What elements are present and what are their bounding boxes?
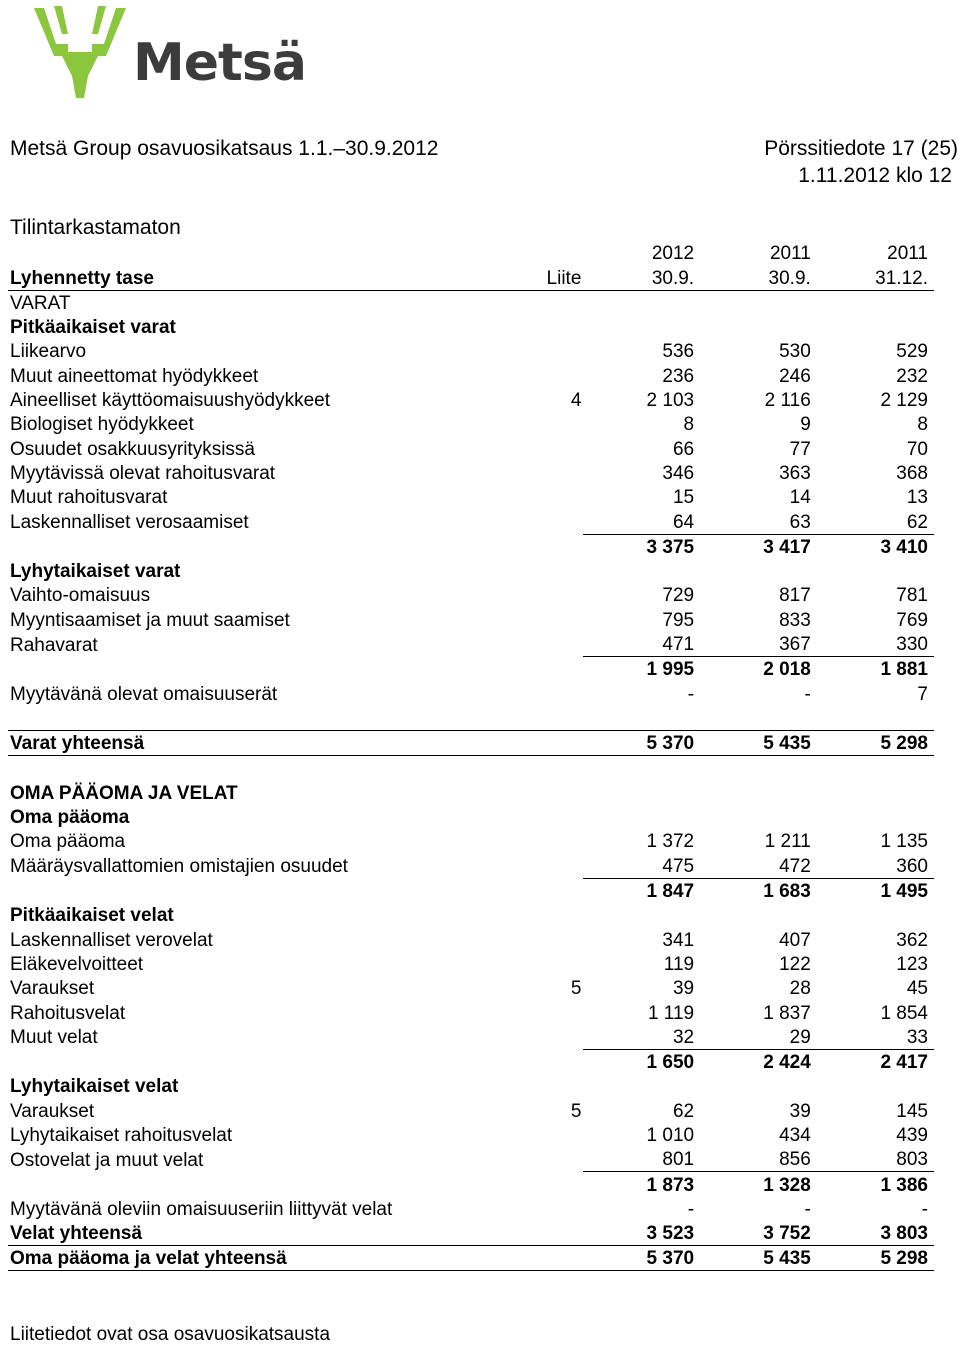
- subtotal-row: [8, 657, 934, 682]
- table-row: [8, 1000, 934, 1024]
- value-cell: 1 386: [817, 1172, 934, 1197]
- row-label: OMA PÄÄOMA JA VELAT: [10, 782, 238, 804]
- subheading-row: [8, 559, 934, 583]
- row-label: Myytävänä olevat omaisuuserät: [10, 683, 278, 705]
- row-label: Lyhytaikaiset velat: [10, 1076, 179, 1098]
- value-cell: 439: [896, 1124, 928, 1146]
- unaudited-label: Tilintarkastamaton: [10, 216, 181, 239]
- row-label: [8, 241, 545, 265]
- row-label: Varaukset: [10, 978, 95, 1000]
- release-number: Pörssitiedote 17 (25): [764, 137, 958, 160]
- table-row: [8, 461, 934, 485]
- value-cell: [817, 706, 934, 731]
- value-cell: 1 211: [764, 831, 811, 853]
- table-row: [8, 363, 934, 387]
- value-cell: [583, 706, 700, 731]
- table-row: [8, 632, 934, 657]
- row-label: [8, 878, 545, 903]
- row-label: [8, 657, 545, 682]
- row-label: Pitkäaikaiset velat: [10, 905, 174, 927]
- note-ref: [545, 853, 584, 878]
- subtotal-row: [8, 1172, 934, 1197]
- value-cell: [817, 805, 934, 829]
- value-cell: 66: [672, 438, 695, 460]
- row-label: Muut aineettomat hyödykkeet: [10, 365, 259, 387]
- value-cell: 45: [906, 978, 928, 1000]
- value-cell: 2 116: [764, 390, 811, 412]
- table-row: [8, 952, 934, 976]
- value-cell: 236: [662, 365, 695, 387]
- note-ref: [545, 730, 584, 755]
- value-cell: 1 683: [700, 878, 817, 903]
- value-cell: [583, 903, 700, 927]
- table-row: [8, 583, 934, 607]
- value-cell: 1 328: [700, 1172, 817, 1197]
- value-cell: [700, 290, 817, 315]
- value-cell: 9: [800, 414, 811, 436]
- value-cell: 769: [896, 609, 928, 631]
- subtotal-row: [8, 1049, 934, 1074]
- row-label: Osuudet osakkuusyrityksissä: [10, 438, 255, 460]
- note-ref: [545, 607, 584, 631]
- value-cell: 817: [779, 585, 811, 607]
- value-cell: 2011: [887, 243, 928, 265]
- value-cell: 1 650: [583, 1049, 700, 1074]
- value-cell: 536: [662, 341, 695, 363]
- note-ref: [545, 632, 584, 657]
- note-ref: [545, 509, 584, 534]
- note-ref: [545, 1000, 584, 1024]
- row-label: Liikearvo: [10, 341, 87, 363]
- table-row: [8, 681, 934, 705]
- value-cell: 28: [789, 978, 811, 1000]
- value-cell: 2 424: [700, 1049, 817, 1074]
- value-cell: [700, 756, 817, 781]
- row-label: Velat yhteensä: [10, 1223, 143, 1245]
- subtotal-row: [8, 878, 934, 903]
- note-ref: [545, 485, 584, 509]
- table-row: [8, 412, 934, 436]
- value-cell: 123: [896, 953, 928, 975]
- value-cell: [700, 559, 817, 583]
- row-label: Oma pääoma: [10, 807, 130, 829]
- value-cell: [817, 756, 934, 781]
- value-cell: [817, 559, 934, 583]
- date-header-row: [8, 265, 934, 290]
- value-cell: 341: [662, 929, 695, 951]
- row-label: Rahoitusvelat: [10, 1002, 126, 1024]
- note-ref: [545, 1221, 584, 1246]
- note-ref: [545, 952, 584, 976]
- row-label: Pitkäaikaiset varat: [10, 317, 176, 339]
- table-row: [8, 1123, 934, 1147]
- row-label: Lyhytaikaiset rahoitusvelat: [10, 1124, 233, 1146]
- value-cell: 30.9.: [768, 267, 811, 289]
- value-cell: 3 803: [880, 1223, 928, 1245]
- note-ref: [545, 706, 584, 731]
- table-row: [8, 339, 934, 363]
- value-cell: 29: [789, 1026, 811, 1048]
- value-cell: 32: [672, 1026, 695, 1048]
- balance-sheet-table: [8, 241, 934, 1271]
- value-cell: 5 298: [817, 730, 934, 755]
- value-cell: 801: [662, 1149, 695, 1171]
- value-cell: [817, 781, 934, 805]
- value-cell: 407: [779, 929, 811, 951]
- row-label: Biologiset hyödykkeet: [10, 414, 194, 436]
- value-cell: 2 103: [646, 390, 695, 412]
- value-cell: -: [687, 683, 695, 705]
- table-row: [8, 607, 934, 631]
- value-cell: 70: [906, 438, 928, 460]
- note-ref: [545, 1172, 584, 1197]
- value-cell: 33: [906, 1026, 928, 1048]
- note-ref: [545, 1049, 584, 1074]
- value-cell: 3 410: [817, 534, 934, 559]
- note-ref: [545, 436, 584, 460]
- total-row: [8, 730, 934, 755]
- section-heading-row: [8, 290, 934, 315]
- value-cell: 833: [779, 609, 811, 631]
- value-cell: 5 370: [583, 730, 700, 755]
- value-cell: 1 854: [880, 1002, 928, 1024]
- value-cell: 856: [779, 1149, 811, 1171]
- value-cell: [583, 315, 700, 339]
- value-cell: 3 417: [700, 534, 817, 559]
- row-label: Varaukset: [10, 1100, 95, 1122]
- value-cell: [700, 706, 817, 731]
- value-cell: 529: [896, 341, 928, 363]
- value-cell: 1 135: [880, 831, 928, 853]
- value-cell: -: [804, 1198, 811, 1220]
- value-cell: 1 837: [763, 1002, 811, 1024]
- subtotal-row: [8, 534, 934, 559]
- value-cell: 530: [779, 341, 811, 363]
- value-cell: -: [687, 1198, 695, 1220]
- note-ref: [545, 927, 584, 951]
- value-cell: [583, 1074, 700, 1098]
- moose-antler-icon: [30, 4, 130, 100]
- row-label: Myytävissä olevat rahoitusvarat: [10, 462, 276, 484]
- value-cell: 122: [779, 953, 811, 975]
- note-ref: [545, 412, 584, 436]
- value-cell: 2 129: [880, 390, 928, 412]
- value-cell: 3 752: [763, 1223, 811, 1245]
- row-label: [8, 1049, 545, 1074]
- note-ref: [545, 1147, 584, 1172]
- row-label: Oma pääoma ja velat yhteensä: [8, 1246, 545, 1271]
- value-cell: 1 847: [583, 878, 700, 903]
- table-row: [8, 1025, 934, 1050]
- value-cell: 77: [789, 438, 811, 460]
- value-cell: 363: [779, 462, 811, 484]
- value-cell: [817, 315, 934, 339]
- row-label: Eläkevelvoitteet: [10, 953, 144, 975]
- subheading-row: [8, 1074, 934, 1098]
- value-cell: 346: [662, 462, 695, 484]
- table-row: [8, 829, 934, 853]
- value-cell: 1 495: [817, 878, 934, 903]
- value-cell: 1 881: [817, 657, 934, 682]
- value-cell: 781: [896, 585, 928, 607]
- row-label: Vaihto-omaisuus: [10, 585, 151, 607]
- row-label: Oma pääoma: [10, 831, 126, 853]
- value-cell: 5 435: [700, 1246, 817, 1271]
- value-cell: 1 873: [583, 1172, 700, 1197]
- value-cell: 8: [917, 414, 928, 436]
- value-cell: [817, 903, 934, 927]
- table-row: [8, 1147, 934, 1172]
- value-cell: 1 995: [583, 657, 700, 682]
- value-cell: 62: [672, 1100, 695, 1122]
- table-row: [8, 976, 934, 1000]
- note-ref: 5: [570, 1100, 582, 1122]
- value-cell: 15: [672, 487, 695, 509]
- subheading-row: [8, 805, 934, 829]
- value-cell: [583, 559, 700, 583]
- value-cell: [583, 805, 700, 829]
- value-cell: 360: [896, 855, 928, 877]
- value-cell: [700, 1074, 817, 1098]
- value-cell: [583, 290, 700, 315]
- value-cell: [700, 315, 817, 339]
- table-row: [8, 485, 934, 509]
- report-title: Metsä Group osavuosikatsaus 1.1.–30.9.2012: [10, 137, 439, 160]
- note-ref: [545, 805, 584, 829]
- value-cell: 729: [662, 585, 695, 607]
- row-label: Lyhytaikaiset varat: [10, 561, 181, 583]
- value-cell: 2011: [769, 243, 811, 265]
- note-ref: [545, 657, 584, 682]
- note-ref: [545, 241, 584, 265]
- note-ref: [545, 1025, 584, 1050]
- value-cell: 14: [789, 487, 811, 509]
- value-cell: 13: [906, 487, 928, 509]
- value-cell: 5 298: [817, 1246, 934, 1271]
- value-cell: 5 370: [583, 1246, 700, 1271]
- value-cell: [700, 903, 817, 927]
- value-cell: 2 417: [817, 1049, 934, 1074]
- value-cell: 63: [789, 511, 811, 533]
- value-cell: [700, 805, 817, 829]
- note-ref: [545, 903, 584, 927]
- total-row: [8, 1221, 934, 1246]
- row-label: VARAT: [8, 290, 545, 315]
- table-row: [8, 509, 934, 534]
- value-cell: 471: [662, 634, 695, 656]
- value-cell: 472: [779, 855, 811, 877]
- value-cell: 2012: [651, 243, 695, 265]
- value-cell: 119: [663, 953, 695, 975]
- note-ref: [545, 781, 584, 805]
- note-ref: [545, 290, 584, 315]
- table-row: [8, 853, 934, 878]
- row-label: [8, 756, 545, 781]
- note-ref: [545, 681, 584, 705]
- brand-wordmark: Metsä: [133, 33, 306, 93]
- row-label: Rahavarat: [10, 634, 98, 656]
- value-cell: 30.9.: [651, 267, 695, 289]
- value-cell: 232: [896, 365, 928, 387]
- value-cell: 362: [896, 929, 928, 951]
- row-label: Laskennalliset verovelat: [10, 929, 213, 951]
- value-cell: 8: [683, 414, 695, 436]
- value-cell: [817, 1074, 934, 1098]
- table-row: [8, 388, 934, 412]
- row-label: Muut rahoitusvarat: [10, 487, 168, 509]
- value-cell: 1 010: [646, 1124, 695, 1146]
- release-date: 1.11.2012 klo 12: [798, 164, 952, 187]
- row-label: Lyhennetty tase: [10, 267, 154, 289]
- value-cell: 1 372: [646, 831, 695, 853]
- value-cell: 5 435: [700, 730, 817, 755]
- row-label: [8, 534, 545, 559]
- value-cell: 367: [779, 634, 811, 656]
- row-label: [8, 706, 545, 731]
- note-ref: [545, 461, 584, 485]
- note-ref: [545, 756, 584, 781]
- row-label: Ostovelat ja muut velat: [10, 1149, 204, 1171]
- value-cell: 31.12.: [875, 267, 928, 289]
- value-cell: 145: [896, 1100, 928, 1122]
- row-label: Myytävänä oleviin omaisuuseriin liittyvät velat: [10, 1198, 393, 1220]
- table-row: [8, 1197, 934, 1221]
- row-label: Laskennalliset verosaamiset: [10, 512, 249, 534]
- note-ref: [545, 339, 584, 363]
- value-cell: 62: [906, 511, 928, 533]
- table-row: [8, 1098, 934, 1122]
- note-ref: [545, 1074, 584, 1098]
- row-label: Määräysvallattomien omistajien osuudet: [10, 856, 348, 878]
- value-cell: 475: [662, 855, 695, 877]
- value-cell: 330: [896, 634, 928, 656]
- note-ref: 5: [570, 978, 582, 1000]
- note-ref: [545, 878, 584, 903]
- row-label: Myyntisaamiset ja muut saamiset: [10, 609, 290, 631]
- subheading-row: [8, 315, 934, 339]
- value-cell: 39: [672, 978, 695, 1000]
- value-cell: [700, 781, 817, 805]
- value-cell: 7: [917, 683, 928, 705]
- spacer-row: [8, 706, 934, 731]
- value-cell: 246: [779, 365, 811, 387]
- value-cell: 803: [896, 1149, 928, 1171]
- note-ref: [545, 1246, 584, 1271]
- grand-total-row: [8, 1246, 934, 1271]
- value-cell: [583, 756, 700, 781]
- note-ref: [545, 559, 584, 583]
- note-ref: [545, 363, 584, 387]
- note-ref: Liite: [546, 267, 582, 289]
- row-label: [8, 1172, 545, 1197]
- value-cell: -: [921, 1198, 928, 1220]
- note-ref: [545, 829, 584, 853]
- row-label: Varat yhteensä: [8, 730, 545, 755]
- note-ref: [545, 583, 584, 607]
- note-ref: 4: [570, 390, 582, 412]
- value-cell: 39: [789, 1100, 811, 1122]
- value-cell: 368: [896, 462, 928, 484]
- note-ref: [545, 534, 584, 559]
- value-cell: 64: [672, 511, 695, 533]
- metsa-logo: [30, 4, 130, 105]
- note-ref: [545, 315, 584, 339]
- value-cell: 434: [779, 1124, 811, 1146]
- value-cell: 3 375: [583, 534, 700, 559]
- spacer-row: [8, 756, 934, 781]
- table-row: [8, 927, 934, 951]
- value-cell: [817, 290, 934, 315]
- year-header-row: [8, 241, 934, 265]
- section-heading-row: [8, 781, 934, 805]
- value-cell: 795: [662, 609, 695, 631]
- value-cell: -: [804, 683, 811, 705]
- row-label: Muut velat: [10, 1027, 98, 1049]
- table-row: [8, 436, 934, 460]
- row-label: Aineelliset käyttöomaisuushyödykkeet: [10, 390, 331, 412]
- value-cell: 3 523: [646, 1223, 695, 1245]
- value-cell: 1 119: [647, 1002, 695, 1024]
- subheading-row: [8, 903, 934, 927]
- value-cell: 2 018: [700, 657, 817, 682]
- note-ref: [545, 1197, 584, 1221]
- note-ref: [545, 1123, 584, 1147]
- value-cell: [583, 781, 700, 805]
- footnote: Liitetiedot ovat osa osavuosikatsausta: [10, 1324, 331, 1345]
